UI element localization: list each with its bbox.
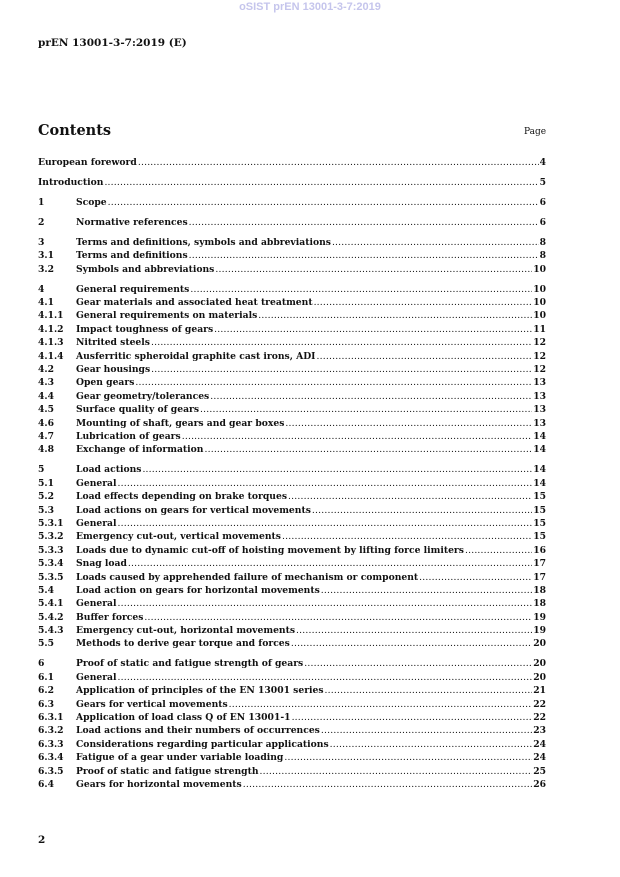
toc-entry-number: 5.4.3 — [38, 625, 64, 637]
toc-entry-number: 3 — [38, 236, 45, 248]
toc-entry-title: General — [76, 477, 117, 489]
dot-leader — [284, 751, 532, 764]
toc-entry-number: 4.1 — [38, 297, 54, 309]
toc-entry-number: 6.3.2 — [38, 725, 64, 737]
toc-entry-page: 6 — [539, 196, 546, 208]
toc-entry-number: 5.4.2 — [38, 611, 64, 623]
toc-entry[interactable] — [38, 463, 546, 476]
toc-entry-title: Gear housings — [76, 364, 151, 376]
toc-entry-number: 5.2 — [38, 491, 54, 503]
toc-entry-title: Load actions — [76, 464, 142, 476]
toc-entry-number: 5 — [38, 464, 45, 476]
dot-leader — [128, 557, 532, 570]
toc-entry-page: 12 — [533, 350, 546, 362]
toc-entry-page: 18 — [533, 598, 546, 610]
dot-leader — [465, 544, 532, 557]
toc-entry-page: 13 — [533, 377, 546, 389]
toc-entry-title: Gears for vertical movements — [76, 698, 228, 710]
toc-entry[interactable] — [38, 751, 546, 764]
table-of-contents — [38, 156, 546, 791]
toc-entry-page: 19 — [533, 625, 546, 637]
toc-entry-number: 6.3.1 — [38, 712, 64, 723]
toc-entry-title: Open gears — [76, 377, 135, 389]
dot-leader — [321, 724, 532, 737]
dot-leader — [118, 477, 533, 490]
toc-entry-title: General — [76, 671, 117, 683]
toc-entry-page: 21 — [533, 685, 546, 697]
dot-leader — [314, 296, 533, 309]
toc-entry-title: Gears for horizontal movements — [76, 778, 242, 790]
dot-leader — [118, 597, 533, 610]
toc-entry-number: 4.2 — [38, 364, 54, 376]
toc-entry-page: 14 — [533, 464, 546, 476]
toc-entry-title: Emergency cut-out, vertical movements — [76, 531, 281, 543]
dot-leader — [204, 443, 532, 456]
toc-entry-page: 24 — [533, 738, 546, 750]
toc-entry[interactable] — [38, 724, 546, 737]
toc-entry-page: 26 — [533, 778, 546, 790]
toc-entry-number: 5.3.2 — [38, 531, 64, 543]
toc-entry-title: Load action on gears for horizontal movements — [76, 584, 320, 596]
toc-entry-page: 25 — [533, 765, 546, 777]
toc-entry-number: 1 — [38, 196, 45, 208]
dot-leader — [285, 417, 532, 430]
toc-entry-page: 13 — [533, 404, 546, 416]
dot-leader — [190, 283, 532, 296]
toc-entry-title: Load actions on gears for vertical movements — [76, 504, 311, 516]
toc-entry-page: 13 — [533, 390, 546, 402]
toc-entry-title: Fatigue of a gear under variable loading — [76, 752, 284, 764]
toc-entry[interactable] — [38, 490, 546, 503]
toc-entry[interactable] — [38, 216, 546, 229]
toc-entry[interactable] — [38, 430, 546, 443]
toc-entry-title: Buffer forces — [76, 611, 144, 623]
toc-entry[interactable] — [38, 557, 546, 570]
dot-leader — [118, 517, 533, 530]
toc-entry-title: Ausferritic spheroidal graphite cast irons, ADI — [76, 350, 316, 362]
dot-leader — [296, 624, 532, 637]
toc-entry[interactable] — [38, 611, 546, 624]
toc-entry[interactable] — [38, 263, 546, 276]
dot-leader — [243, 778, 532, 791]
toc-entry-page: 10 — [533, 297, 546, 309]
toc-entry[interactable] — [38, 249, 546, 262]
toc-entry[interactable] — [38, 403, 546, 416]
toc-entry-title: Lubrication of gears — [76, 431, 181, 442]
toc-entry[interactable] — [38, 711, 546, 724]
dot-leader — [292, 711, 533, 724]
toc-entry-page: 10 — [533, 283, 546, 295]
toc-entry[interactable] — [38, 530, 546, 543]
toc-entry-page: 14 — [533, 477, 546, 489]
document-id-header: prEN 13001-3-7:2019 (E) — [38, 37, 187, 49]
toc-entry-title: Proof of static and fatigue strength of gears — [76, 658, 304, 670]
toc-entry-page: 15 — [533, 504, 546, 516]
toc-entry-page: 11 — [533, 323, 546, 335]
toc-entry[interactable] — [38, 156, 546, 169]
toc-entry[interactable] — [38, 624, 546, 637]
dot-leader — [288, 490, 532, 503]
toc-entry-page: 23 — [533, 725, 546, 737]
toc-entry-title: Application of load class Q of EN 13001-1 — [76, 712, 291, 723]
toc-entry-number: 3.2 — [38, 263, 54, 275]
toc-entry-page: 19 — [533, 611, 546, 623]
toc-entry-number: 6 — [38, 658, 45, 670]
toc-entry-page: 8 — [539, 250, 546, 262]
toc-entry[interactable] — [38, 296, 546, 309]
toc-entry-page: 17 — [533, 571, 546, 583]
toc-entry[interactable] — [38, 376, 546, 389]
toc-entry-number: 4.1.4 — [38, 350, 64, 362]
toc-entry-page: 20 — [533, 671, 546, 683]
toc-entry[interactable] — [38, 363, 546, 376]
dot-leader — [291, 637, 532, 650]
toc-entry-number: 5.4 — [38, 584, 54, 596]
toc-entry[interactable] — [38, 684, 546, 697]
toc-entry-title: General — [76, 517, 117, 529]
toc-entry[interactable] — [38, 283, 546, 296]
toc-entry-number: 4.8 — [38, 444, 54, 456]
dot-leader — [330, 738, 533, 751]
dot-leader — [189, 249, 539, 262]
dot-leader — [142, 463, 532, 476]
toc-entry-page: 20 — [533, 638, 546, 650]
dot-leader — [151, 363, 532, 376]
toc-entry[interactable] — [38, 309, 546, 322]
toc-entry-title: Symbols and abbreviations — [76, 263, 215, 275]
toc-entry-title: Load effects depending on brake torques — [76, 491, 288, 503]
toc-entry[interactable] — [38, 176, 546, 189]
dot-leader — [200, 403, 532, 416]
dot-leader — [108, 196, 539, 209]
dot-leader — [304, 657, 532, 670]
toc-entry-number: 6.3.4 — [38, 752, 64, 764]
toc-entry-number: 6.4 — [38, 778, 54, 790]
dot-leader — [118, 671, 533, 684]
dot-leader — [229, 698, 533, 711]
toc-entry-title: Scope — [76, 196, 107, 208]
toc-entry-page: 22 — [533, 712, 546, 723]
toc-entry-page: 14 — [533, 444, 546, 456]
toc-entry-page: 15 — [533, 531, 546, 543]
toc-entry-number: 2 — [38, 216, 45, 228]
toc-entry-page: 10 — [533, 310, 546, 322]
toc-entry[interactable] — [38, 571, 546, 584]
toc-entry[interactable] — [38, 584, 546, 597]
toc-entry-title: Load actions and their numbers of occurrences — [76, 725, 320, 737]
toc-entry-page: 14 — [533, 431, 546, 442]
toc-entry-number: 5.3 — [38, 504, 54, 516]
toc-entry[interactable] — [38, 443, 546, 456]
toc-entry[interactable] — [38, 657, 546, 670]
toc-entry-title: Considerations regarding particular applications — [76, 738, 329, 750]
toc-entry-number: 4 — [38, 283, 45, 295]
toc-entry[interactable] — [38, 544, 546, 557]
dot-leader — [182, 430, 533, 443]
toc-entry[interactable] — [38, 637, 546, 650]
toc-entry-page: 8 — [539, 236, 546, 248]
toc-entry-number: 6.3.5 — [38, 765, 64, 777]
toc-entry[interactable] — [38, 196, 546, 209]
toc-entry[interactable] — [38, 778, 546, 791]
toc-entry-page: 22 — [533, 698, 546, 710]
dot-leader — [210, 390, 532, 403]
toc-entry-number: 6.2 — [38, 685, 54, 697]
toc-entry-page: 15 — [533, 491, 546, 503]
toc-entry-title: Proof of static and fatigue strength — [76, 765, 259, 777]
toc-entry[interactable] — [38, 671, 546, 684]
toc-entry-title: Nitrited steels — [76, 337, 150, 349]
dot-leader — [104, 176, 538, 189]
toc-entry-number: 4.1.3 — [38, 337, 64, 349]
toc-entry-title: Loads due to dynamic cut-off of hoisting movement by lifting force limiters — [76, 544, 464, 556]
dot-leader — [282, 530, 532, 543]
toc-entry-page: 6 — [539, 216, 546, 228]
toc-entry[interactable] — [38, 350, 546, 363]
toc-entry-title: Mounting of shaft, gears and gear boxes — [76, 417, 285, 429]
toc-entry-number: 6.1 — [38, 671, 54, 683]
contents-heading: Contents — [38, 122, 112, 139]
dot-leader — [260, 765, 533, 778]
toc-entry-number: 4.3 — [38, 377, 54, 389]
toc-entry-title: Normative references — [76, 216, 188, 228]
toc-entry-page: 12 — [533, 364, 546, 376]
toc-entry-number: 4.1.1 — [38, 310, 64, 322]
toc-entry[interactable] — [38, 517, 546, 530]
toc-entry[interactable] — [38, 390, 546, 403]
dot-leader — [215, 263, 532, 276]
toc-entry[interactable] — [38, 738, 546, 751]
toc-entry[interactable] — [38, 417, 546, 430]
toc-entry-number: 5.3.3 — [38, 544, 64, 556]
toc-entry-title: Application of principles of the EN 13001 series — [76, 685, 324, 697]
toc-entry-title: Surface quality of gears — [76, 404, 200, 416]
toc-entry-title: General requirements — [76, 283, 190, 295]
dot-leader — [135, 376, 532, 389]
toc-entry-page: 20 — [533, 658, 546, 670]
toc-entry[interactable] — [38, 504, 546, 517]
toc-entry-number: 4.1.2 — [38, 323, 64, 335]
toc-entry-page: 15 — [533, 517, 546, 529]
toc-entry-number: 5.3.4 — [38, 558, 64, 570]
toc-entry-page: 16 — [533, 544, 546, 556]
toc-entry-title: Gear materials and associated heat treatment — [76, 297, 313, 309]
toc-entry[interactable] — [38, 236, 546, 249]
dot-leader — [419, 571, 532, 584]
dot-leader — [332, 236, 539, 249]
toc-entry-page: 13 — [533, 417, 546, 429]
toc-entry-title: General — [76, 598, 117, 610]
toc-entry-number: 5.1 — [38, 477, 54, 489]
toc-entry-title: Methods to derive gear torque and forces — [76, 638, 290, 650]
toc-entry-title: Terms and definitions, symbols and abbreviations — [76, 236, 331, 248]
toc-entry-title: Exchange of information — [76, 444, 204, 456]
toc-entry-title: Emergency cut-out, horizontal movements — [76, 625, 296, 637]
toc-entry-number: 5.5 — [38, 638, 54, 650]
toc-entry-page: 10 — [533, 263, 546, 275]
toc-entry-number: 4.6 — [38, 417, 54, 429]
toc-entry[interactable] — [38, 323, 546, 336]
toc-entry-page: 5 — [539, 176, 546, 188]
toc-entry-title: Snag load — [76, 558, 127, 570]
toc-entry[interactable] — [38, 765, 546, 778]
dot-leader — [317, 350, 533, 363]
toc-entry[interactable] — [38, 597, 546, 610]
toc-entry-page: 18 — [533, 584, 546, 596]
toc-entry[interactable] — [38, 477, 546, 490]
toc-entry-number: 3.1 — [38, 250, 54, 262]
toc-entry[interactable] — [38, 336, 546, 349]
toc-entry-title: General requirements on materials — [76, 310, 258, 322]
page-number: 2 — [38, 834, 46, 846]
toc-entry-number: 4.7 — [38, 431, 54, 442]
toc-entry-number: 4.4 — [38, 390, 54, 402]
dot-leader — [189, 216, 539, 229]
dot-leader — [312, 504, 532, 517]
toc-entry-page: 17 — [533, 558, 546, 570]
toc-entry-title: Introduction — [38, 176, 104, 188]
toc-entry-page: 24 — [533, 752, 546, 764]
page-column-label: Page — [524, 127, 547, 137]
dot-leader — [258, 309, 532, 322]
toc-entry-page: 12 — [533, 337, 546, 349]
toc-entry-number: 6.3 — [38, 698, 54, 710]
toc-entry-number: 5.3.1 — [38, 517, 64, 529]
dot-leader — [214, 323, 532, 336]
dot-leader — [321, 584, 532, 597]
dot-leader — [325, 684, 533, 697]
watermark: oSIST prEN 13001-3-7:2019 — [239, 1, 381, 13]
dot-leader — [138, 156, 539, 169]
toc-entry-number: 5.3.5 — [38, 571, 64, 583]
toc-entry-number: 6.3.3 — [38, 738, 64, 750]
toc-entry-number: 5.4.1 — [38, 598, 64, 610]
dot-leader — [144, 611, 532, 624]
toc-entry-title: Impact toughness of gears — [76, 323, 214, 335]
toc-entry-number: 4.5 — [38, 404, 54, 416]
dot-leader — [151, 336, 532, 349]
toc-entry-page: 4 — [539, 157, 546, 168]
toc-entry[interactable] — [38, 698, 546, 711]
toc-entry-title: Loads caused by apprehended failure of mechanism or component — [76, 571, 419, 583]
toc-entry-title: Gear geometry/tolerances — [76, 390, 210, 402]
toc-entry-title: Terms and definitions — [76, 250, 188, 262]
toc-entry-title: European foreword — [38, 157, 137, 168]
